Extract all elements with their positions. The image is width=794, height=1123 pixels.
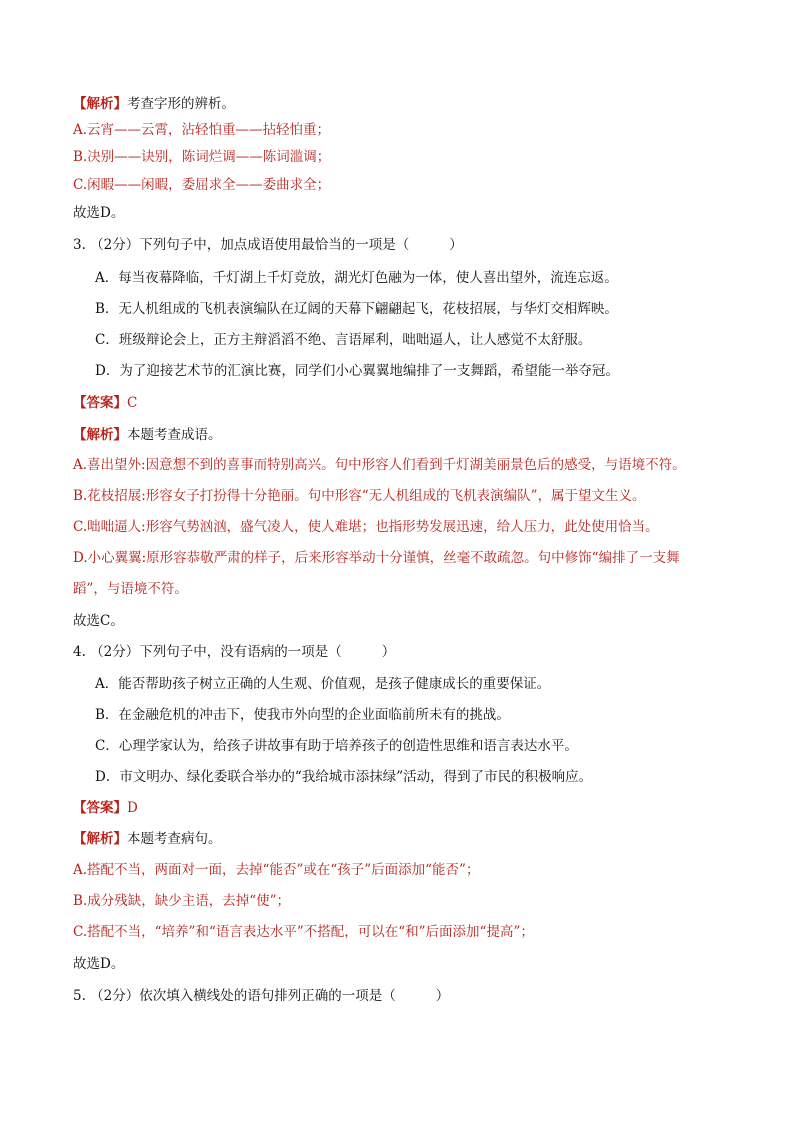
analysis-tag: 【解析】 bbox=[73, 831, 127, 847]
answer-line-q4 bbox=[73, 798, 138, 818]
explanation-b: B.花枝招展:形容女子打扮得十分艳丽。句中形容“无人机组成的飞机表演编队”，属于望文生义。 bbox=[73, 488, 646, 504]
option-c: C．心理学家认为，给孩子讲故事有助于培养孩子的创造性思维和语言表达水平。 bbox=[95, 738, 578, 754]
choice-result: 故选D。 bbox=[73, 956, 125, 972]
explanation-c: C.咄咄逼人:形容气势汹汹，盛气凌人，使人难堪；也指形势发展迅速，给人压力，此处使用恰当。 bbox=[73, 519, 659, 535]
question-stem-text: 3. （2分）下列句子中，加点成语使用最恰当的一项是（ bbox=[73, 237, 410, 253]
option-a: A．每当夜幕降临，千灯湖上千灯竞放，湖光灯色融为一体，使人喜出望外，流连忘返。 bbox=[95, 270, 618, 286]
explanation-b: B.决别——诀别，陈词烂调——陈词滥调； bbox=[73, 149, 331, 165]
option-b: B．无人机组成的飞机表演编队在辽阔的天幕下翩翩起飞，花枝招展，与华灯交相辉映。 bbox=[95, 301, 618, 317]
question-stem-text: 4. （2分）下列句子中，没有语病的一项是（ bbox=[73, 644, 342, 660]
analysis-tag: 【解析】 bbox=[73, 427, 127, 443]
question-4-stem bbox=[73, 642, 395, 662]
explanation-c: C.闲暇——闲暇，委屈求全——委曲求全； bbox=[73, 177, 331, 193]
answer-tag: 【答案】 bbox=[73, 395, 127, 411]
explanation-d-continued: 蹈”，与语境不符。 bbox=[73, 581, 188, 597]
question-stem-close: ） bbox=[449, 237, 463, 253]
option-a: A．能否帮助孩子树立正确的人生观、价值观，是孩子健康成长的重要保证。 bbox=[95, 676, 551, 692]
analysis-line-q4 bbox=[73, 829, 222, 849]
explanation-a: A.云宵——云霄，沾轻怕重——拈轻怕重； bbox=[73, 122, 331, 138]
explanation-b: B.成分残缺，缺少主语，去掉“使”； bbox=[73, 893, 291, 909]
explanation-c: C.搭配不当，“培养”和“语言表达水平”不搭配，可以在“和”后面添加“提高”； bbox=[73, 924, 534, 940]
explanation-a: A.喜出望外:因意想不到的喜事而特别高兴。句中形容人们看到千灯湖美丽景色后的感受，与语境不符。 bbox=[73, 457, 686, 473]
explanation-d: D.小心翼翼:原形容恭敬严肃的样子，后来形容举动十分谨慎，丝毫不敢疏忽。句中修饰“编排了一支舞 bbox=[73, 550, 680, 566]
question-stem-text: 5. （2分）依次填入横线处的语句排列正确的一项是（ bbox=[73, 988, 396, 1004]
question-5-stem bbox=[73, 986, 449, 1006]
answer-value: C bbox=[127, 395, 138, 411]
analysis-tag: 【解析】 bbox=[73, 96, 127, 112]
option-c: C．班级辩论会上，正方主辩滔滔不绝、言语犀利，咄咄逼人，让人感觉不太舒服。 bbox=[95, 332, 592, 348]
option-b: B．在金融危机的冲击下，使我市外向型的企业面临前所未有的挑战。 bbox=[95, 707, 510, 723]
analysis-line-q2 bbox=[73, 94, 235, 114]
analysis-text: 本题考查成语。 bbox=[127, 427, 222, 443]
choice-result: 故选D。 bbox=[73, 205, 125, 221]
question-stem-close: ） bbox=[435, 988, 450, 1004]
analysis-text: 考查字形的辨析。 bbox=[127, 96, 235, 112]
question-stem-close: ） bbox=[381, 644, 396, 660]
option-d: D．市文明办、绿化委联合举办的“我给城市添抹绿”活动，得到了市民的积极响应。 bbox=[95, 769, 593, 785]
analysis-line-q3 bbox=[73, 425, 222, 445]
answer-tag: 【答案】 bbox=[73, 800, 127, 816]
explanation-a: A.搭配不当，两面对一面，去掉“能否”或在“孩子”后面添加“能否”； bbox=[73, 862, 480, 878]
analysis-text: 本题考查病句。 bbox=[127, 831, 222, 847]
question-3-stem bbox=[73, 235, 463, 255]
answer-value: D bbox=[127, 800, 138, 816]
choice-result: 故选C。 bbox=[73, 613, 124, 629]
option-d: D．为了迎接艺术节的汇演比赛，同学们小心翼翼地编排了一支舞蹈，希望能一举夺冠。 bbox=[95, 363, 619, 379]
answer-line-q3 bbox=[73, 393, 137, 413]
